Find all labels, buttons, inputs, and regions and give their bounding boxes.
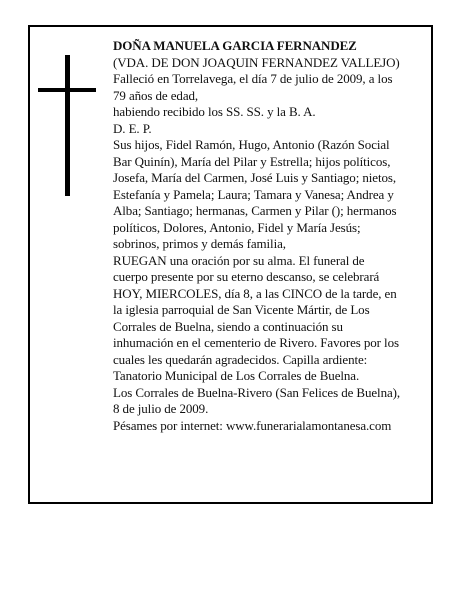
text-line: Bar Quinín), María del Pilar y Estrella; hijos políticos, xyxy=(113,153,391,169)
text-line: cuerpo presente por su eterno descanso, se celebrará xyxy=(113,269,380,284)
text-line: RUEGAN una oración por su alma. El funeral de xyxy=(113,252,365,268)
text-line: Corrales de Buelna, siendo a continuación su xyxy=(113,318,343,334)
text-line: habiendo recibido los SS. SS. y la B. A. xyxy=(113,104,316,119)
text-line: la iglesia parroquial de San Vicente Mártir, de Los xyxy=(113,302,370,317)
text-line: Sus hijos, Fidel Ramón, Hugo, Antonio (Razón Social xyxy=(113,137,390,152)
text-line: Los Corrales de Buelna-Rivero (San Felices de Buelna), xyxy=(113,384,401,400)
widow-of: (VDA. DE DON JOAQUIN FERNANDEZ VALLEJO) xyxy=(113,54,400,70)
text-line: Josefa, María del Carmen, José Luis y Santiago; nietos, xyxy=(113,170,396,185)
text-line: 79 años de edad, xyxy=(113,87,199,103)
text-line: inhumación en el cementerio de Rivero. Favores por los xyxy=(113,335,399,350)
text-line: sobrinos, primos y demás familia, xyxy=(113,236,286,251)
deceased-name: DOÑA MANUELA GARCIA FERNANDEZ xyxy=(113,38,357,53)
text-line: Falleció en Torrelavega, el día 7 de julio de 2009, a los xyxy=(113,71,393,86)
cross-icon xyxy=(65,55,70,196)
text-line: políticos, Dolores, Antonio, Fidel y María Jesús; xyxy=(113,219,361,235)
cross-bar xyxy=(38,88,96,92)
text-line: 8 de julio de 2009. xyxy=(113,401,209,416)
text-line: Tanatorio Municipal de Los Corrales de Buelna. xyxy=(113,368,360,383)
text-line: HOY, MIERCOLES, día 8, a las CINCO de la tarde, en xyxy=(113,285,397,301)
text-line: D. E. P. xyxy=(113,120,152,136)
text-line: Alba; Santiago; hermanas, Carmen y Pilar (); hermanos xyxy=(113,203,397,218)
condolences-link[interactable]: Pésames por internet: www.funerarialamontanesa.com xyxy=(113,417,392,433)
text-line: cuales les quedarán agradecidos. Capilla ardiente: xyxy=(113,351,368,367)
notice-text xyxy=(113,38,426,434)
text-line: Estefanía y Pamela; Laura; Tamara y Vanesa; Andrea y xyxy=(113,186,394,202)
